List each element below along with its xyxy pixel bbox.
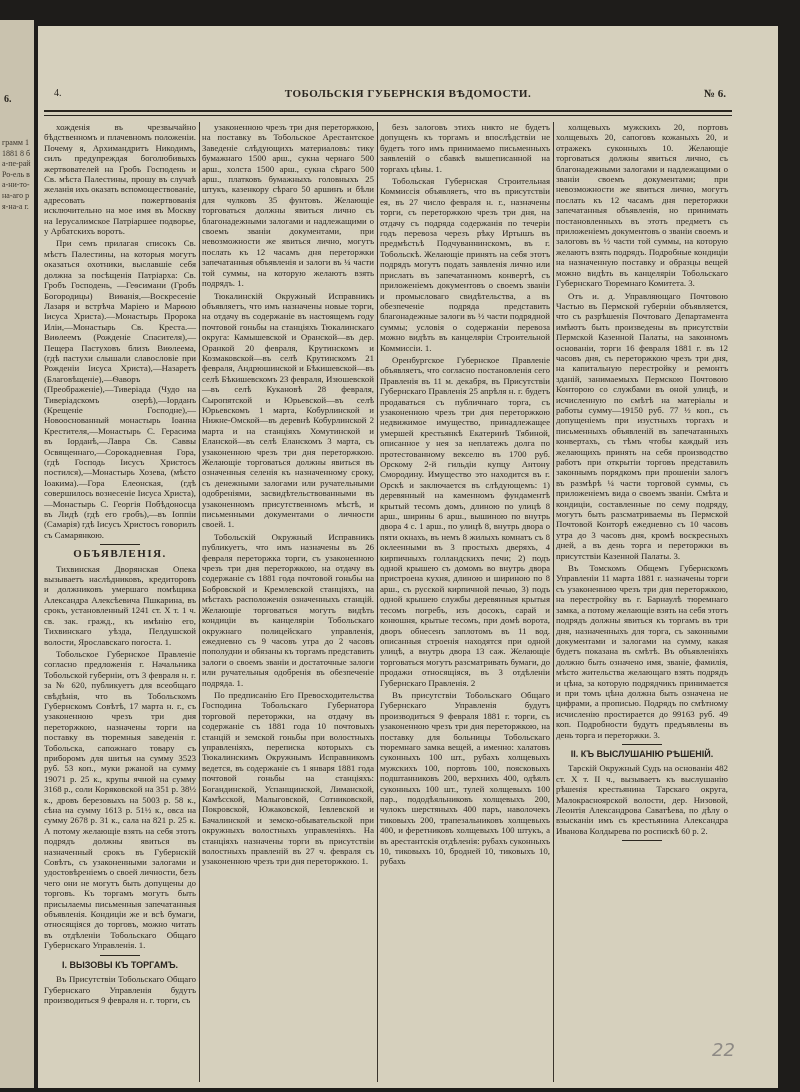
section-heading-decisions: II. КЪ ВЫСЛУШАНІЮ РѢШЕНІЙ. (570, 748, 714, 759)
notice-text: Тюкалинскій Окружный Исправникъ объявляетъ, что имъ назначены новые торги, на отдачу въ содержаніе въ настоящемъ году почтовой гоньбы на станціяхъ Тюкалинскаго округа: Камышевской и Оранской—въ дер. Оранкой 20 февраля, Крутинскомъ и Козмаковской—въ селѣ Крутинскомъ 21 февраля, Андрюшинской и Бѣкишевской—въ селѣ Бѣкишевскомъ 23 февраля, Изюшевской—въ селѣ Кукановѣ 28 февраля, Сыропятской и Юрьевской—въ селѣ Юрьевскомъ 1 марта, Кобурлинской и Нижне-Омской—въ деревнѣ Кобурлинской 2 марта и на станціяхъ Хомутинской и Еланской—въ селѣ Еланскомъ 3 марта, съ узаконенною чрезъ три дня переторжкою. Желающіе торговаться должны явиться въ означенныя селенія къ назначенному сроку, съ денежными залогами или ручательными одобреніями, засвидѣтельствованными въ узаконенномъ присутственномъ мѣстѣ, и письменными документами о личности своей. 1. (202, 290, 374, 530)
notice-text: Отъ и. д. Управляющаго Почтовою Частью въ Пермской губерніи объявляется, что съ разрѣшенія Почтоваго Департамента имѣютъ быть произведены въ присутствіи Пермской Казенной Палаты, на законномъ основаніи, торги 16 февраля 1881 г. въ 12 часовъ дня, съ переторжкою чрезъ три дня, на капитальную перестройку и ремонтъ зданій, занимаемыхъ Пермскою Почтовою Конторою со службами въ оной улицѣ, и исчисленную по смѣтѣ на матеріалы и работы сумму—19150 руб. 77 ½ коп., съ допущеніемъ при изустныхъ торгахъ и письменныхъ объявленій въ запечатанныхъ конвертахъ, съ тѣмъ чтобы каждый изъ желающихъ принять на себя производство работъ при открытіи торговъ представилъ законнымъ порядкомъ при прошеніи залогъ въ размѣрѣ ¼ части торговой суммы, съ приложеніемъ вида о своемъ званіи. Смѣта и кондиціи, составленные по сему подряду, могутъ быть разсматриваемы въ Пермской Почтовой Конторѣ ежедневно съ 10 часовъ утра до 3 часовъ дня, кромѣ воскресныхъ дней, а въ день торга и переторжки въ присутствіи Казенной Палаты. 3. (556, 290, 728, 561)
header-rule (44, 110, 732, 116)
column-divider (377, 122, 378, 1082)
notice-text: безъ залоговъ этихъ никто не будетъ допущенъ къ торгамъ и впослѣдствіи не будетъ того имъ принимаемо письменныхъ заявленій о сбавкѣ вышеписанной на торгахъ цѣны. 1. (380, 122, 550, 174)
notice-text: узаконенною чрезъ три дня переторжкою, на поставку въ Тобольское Арестантское Заведеніе слѣдующихъ материаловъ: тику бумажнаго 1500 арш., сукна чернаго 500 арш., холста 1500 арш., сукна сѣраго 500 арш., платковъ бумажныхъ головныхъ 25 штукъ, казенкору сѣраго 50 аршинъ и бѣли для чулковъ 35 фунтовъ. Желающіе торговаться должны явиться лично съ благонадежными залогами и надлежащими о своемъ званіи документами, при невозможности же явиться лично, могутъ послать къ 12 часамъ дня переторжки запечатанныя объявленія и залоги въ ¼ части той суммы, на которую желаютъ взять подрядъ. 1. (202, 122, 374, 289)
newspaper-title: ТОБОЛЬСКІЯ ГУБЕРНСКІЯ ВѢДОМОСТИ. (284, 88, 532, 100)
column-1 (44, 122, 196, 1007)
notice-text: Въ Присутствіи Тобольскаго Общаго Губернскаго Управленія будутъ производиться 9 февраля н. г. торги, съ (44, 974, 196, 1005)
notice-text: При семъ прилагая списокъ Св. мѣстъ Палестины, на которыя могутъ оказаться охотники, выславшіе себя должна за посѣщенія Патріарха: Св. Гробъ Господень, —Геѳсимани (Гробъ Богородицы) Виѳанія,—Воскресеніе Лазаря и встрѣча Маріею и Марѳою Іисуса Христа).—Монастырь Пророка Иліи,—Монастырь Св. Креста.—Виѳлеемъ (Рожденіе Спасителя),—Пещера Пастуховъ близъ Виѳлеема, (гдѣ пастухи слышали славословіе при Рожденіи Іисуса Христа),—Назаретъ (Благовѣщеніе),—Ѳаворъ (Преображеніе),—Тиверіада (Чудо на Тиверіадскомъ озерѣ),—Іорданъ (Крещеніе Господне),—Новооснованный монастырь Іоанна Крестителя,—Монастырь С. Герасима въ Іорданѣ,—Лавра Св. Саввы Освященнаго,—Сорокадневная Гора, (гдѣ Господь Іисусъ Христосъ постился),—Монастырь Хозева, (мѣсто Іоакима).—Гора Елеонская, (гдѣ совершилось вознесеніе Іисуса Христа),—Монастырь С. Георгія Побѣдоносца въ Лидѣ (гдѣ его гробъ),—въ Іоппіи (Самарія) гдѣ Іисусъ Христосъ говорилъ съ Самарянкою. (44, 238, 196, 540)
notice-text: Тарскій Окружный Судъ на основаніи 482 ст. X т. II ч., вызываетъ къ выслушанію рѣшенія крестьянина Тарскаго округа, Малокрасноярской волости, дер. Низовой, Леонтія Александрова Саватѣева, по дѣлу о взысканіи имъ съ крестьянина Александра Иванова Колдырева по роспискѣ 60 р. 2. (556, 763, 728, 836)
column-divider (553, 122, 554, 1082)
notice-text: Въ Томскомъ Общемъ Губернскомъ Управленіи 11 марта 1881 г. назначены торги съ узаконенною чрезъ три дня переторжкою, на перестройку въ г. Барнаулѣ тюремнаго замка, а потому желающіе взять на себя этотъ подрядъ должны явиться къ торгамъ въ три дня, назначенныхъ для торга, съ законными документами и залогами на сумму, какая будетъ показана въ смѣтѣ. Въ объявленіяхъ должно быть означено имя, званіе, фамилія, мѣсто жительства желающаго взять подрядъ и цѣна, за которую подрядчикъ принимается и при томъ цѣна должна быть означена не цифрами, а прописью. Подрядъ по смѣтному исчисленію простирается до 99163 руб. 49 коп. Подробности будутъ предъявлены въ день торга и переторжки. 3. (556, 563, 728, 740)
issue-number: № 6. (703, 88, 726, 100)
divider (100, 544, 140, 545)
column-2 (202, 122, 374, 869)
page-header (38, 88, 778, 104)
newspaper-page (38, 26, 778, 1088)
page-number: 4. (54, 88, 62, 99)
column-4 (556, 122, 728, 845)
adjacent-page-number: 6. (4, 94, 12, 105)
notice-text: По предписанію Его Превосходительства Господина Тобольскаго Губернатора торговой переторжки, на отдачу въ содержаніе съ 1881 года 10 почтовыхъ станцій и земской гоньбы при волостныхъ управленіяхъ, переписка которыхъ съ Тюкалинскимъ Окружнымъ Исправникомъ ведется, въ содержаніе съ 1 января 1881 года почтовой гоньбы на станціяхъ: Богандинской, Успанщинской, Лиманской, Камѣсской, Малыговской, Сотниковской, Покровской, Южаковской, Іевлевской и Бачалинской и земско-обывательской при окружныхъ волостныхъ управленіяхъ. На станціяхъ назначены торги въ присутствіи волостныхъ правленій въ 27 ч. февраля съ узаконенною чрезъ три дня переторжкою. 1. (202, 689, 374, 867)
notice-text: хожденія въ чрезвычайно бѣдственномъ и плачевномъ положеніи. Почему я, Архимандритъ Никодимъ, силъ предупреждая боголюбивыхъ жертвователей на Гробъ Господень и Св. мѣста Палестины, прошу въ случаѣ желанія ихъ оказать вспомоществованіе, адресовать пожертвованія исключительно на мое имя въ Москву на Іерусалимское Патріаршее подворье, у Арбатскихъ воротъ. (44, 122, 196, 237)
section-heading-auctions: I. ВЫЗОВЫ КЪ ТОРГАМЪ. (61, 959, 179, 970)
divider (622, 744, 662, 745)
notice-text: Тобольская Губернская Строительная Коммиссія объявляетъ, что въ присутствіи ея, въ 27 число февраля н. г., назначены торги, съ переторжкою чрезъ три дня, на отдачу съ подряда содержанія по течеріи годъ перевоза черезъ рѣку Иртышъ въ предмѣстьѣ Подчуваннинскомъ, въ г. Тобольскѣ. Желающіе принять на себя этотъ подрядъ могутъ подать заявленія лично или прислать въ запечатанномъ конвертѣ, съ приложеніемъ документовъ о своемъ званіи и промысловаго свидѣтельства, а въ обезпеченіе подряда представить благонадежные залоги въ ½ части подрядной суммы; условія о содержаніи перевоза можно видѣть въ канцеляріи Строительной Коммиссіи. 1. (380, 176, 550, 353)
divider (100, 955, 140, 956)
notice-text: Тихвинская Дворянская Опека вызываетъ наслѣдниковъ, кредиторовъ и должниковъ умершаго помѣщика Александра Алексѣевича Пшкарина, въ срокъ, установленный 1241 ст. X т. 1 ч. св. зак. гражд., къ имѣнію его, Тихвинскаго уѣзда, Пелдушской волости, Ярославскаго погоста. 1. (44, 563, 196, 647)
pencil-annotation: 22 (712, 1040, 735, 1061)
column-3 (380, 122, 550, 869)
notice-text: Оренбургское Губернское Правленіе объявляетъ, что согласно постановленія сего Правленія въ 11 м. декабря, въ Присутствіи Губернскаго Правленія 25 апрѣля н. г. будетъ продаваться съ публичнаго торга, съ узаконенною чрезъ три дня переторжкою недвижимое имущество, принадлежащее умершей крестьянкѣ Екатеринѣ Тябиной, описанное у нея за неплатежъ долга по протестованному векселю въ 1700 руб. Орскому 2-й гильдіи купцу Антону Смородину. Имущество это находится въ г. Орскѣ и заключается въ слѣдующемъ: 1) деревянный на каменномъ фундаментѣ крытый тесомъ домъ, длиною по улицѣ 8 арш., ширины 6 арш., вышиною по внутрь двора 4 с. 1 арш., по улицѣ 8, внутрь двора о пяти окнахъ, въ немъ 8 жилыхъ комнатъ съ 8 оклеенными въ 3 простыхъ дверяхъ, 4 кирпичныхъ голландскихъ печи; 2) подъ одной крышею съ домомъ во внутрь двора пристроена кухня, длиною и шириною по 8 арш., съ русской кирпичной печью, 3) подъ одной крышею службы деревянныя крытыя тесомъ погребъ, изъ досокъ, сарай и конюшня, крытые тесомъ, при домѣ ворота, дворъ обнесенъ заплотомъ въ 11 вод. описанныя строенія находятся при одной улицѣ, а внутрь двора 13 саж. Желающіе торговаться могутъ разсматривать бумаги, до продажи относящіяся, въ 3 отдѣленіи Губернскаго Правленія. 2 (380, 354, 550, 688)
notice-text: холщевыхъ мужскихъ 20, портовъ холщевыхъ 20, сапоговъ кожаныхъ 20, и отражекъ суконныхъ 10. Желающіе торговаться должны явиться лично, съ благонадежными залогами и надлежащими о званіи своемъ документами; при невозможности же явиться лично, могутъ послать къ 12 часамъ дня переторжки запечатанныя объявленія, но принимать постановленныхъ въ этотъ предметъ съ приложеніемъ документовъ о званіи своемъ и залоговъ въ ½ части той суммы, на которую желаютъ взять подрядъ. Подробные кондиціи на назначенную поставку и образцы вещей можно видѣть въ канцеляріи Тобольскаго Губернскаго Тюремнаго Комитета. 3. (556, 122, 728, 289)
section-heading-announcements: ОБЪЯВЛЕНІЯ. (73, 548, 167, 561)
notice-text: Тобольское Губернское Правленіе согласно предложенія г. Начальника Тобольской губерніи, отъ 3 февраля н. г. за № 620, публикуетъ для всеобщаго свѣдѣнія, что въ Тобольскомъ Губернскомъ Совѣтѣ, 17 марта н. г., съ узаконенною чрезъ три дня переторжкою, назначены торги на поставку въ тюремныя заведенія г. Тобольска, сапожнаго товару съ приборомъ для шитья на сумму 3523 руб. 53 коп., муки ржаной на сумму 19071 р. 25 к., крупы ячной на сумму 3168 р., соли Коряковской на 351 р. 38½ к., дровъ березовыхъ на 5003 р. 58 к., сѣна на сумму 1613 р. 51½ к., овса на сумму 2678 р. 31 к., сала на 821 р. 25 к. А потому желающіе взять на себя этотъ подрядъ должны явиться въ назначенный срокъ въ Губернскій Совѣтъ, съ узаконенными залогами и удостовѣреніемъ о своей личности, безъ чего они не могутъ быть допущены до торговъ. Къ торгамъ могутъ быть присылаемы письменныя запечатанныя объявленія. Кондиціи же и всѣ бумаги, относящіяся до торговъ, можно читать въ отдѣленіи Тобольскаго Общаго Губернскаго Управленія. 1. (44, 648, 196, 951)
column-divider (199, 122, 200, 1082)
notice-text: Тобольскій Окружный Исправникъ публикуетъ, что имъ назначены въ 26 февраля переторжка торги, съ узаконенною чрезъ три дня переторжкою, на отдачу въ содержаніе съ 1881 года почтовой гоньбы на Бобровской и Кремлевской станціяхъ, на мѣстахъ расположенія означенныхъ станцій. Желающіе торговаться могутъ видѣть кондиціи въ канцеляріи Тобольскаго окружнаго полицейскаго управленія, ежедневно съ 9 часовъ утра до 2 часовъ пополудни и обязаны къ торгамъ представить залоги о своемъ званіи и достаточные залоги или ручательныя одобренія въ обезпеченіе подряда. 1. (202, 531, 374, 688)
adjacent-page-edge (0, 20, 34, 1088)
divider (622, 840, 662, 841)
notice-text: Въ присутствіи Тобольскаго Общаго Губернскаго Управленія будутъ производиться 9 февраля 1881 г. торги, съ узаконенною чрезъ три дня переторжкою, на поставку для больницы Тобольскаго тюремнаго замка вещей, а именно: халатовъ суконныхъ 100 шт., рубахъ холщевыхъ мужскихъ 100, портовъ 100, поясковыхъ подштанниковъ 200, верхнихъ 400, одѣялъ суконныхъ 100 шт., тулей холщевыхъ 100 пар., пододѣяльниковъ холщевыхъ 200, чулокъ шерстяныхъ 400 паръ, наволочекъ тиковыхъ 200, трапезальниковъ холщевыхъ 400, и феретниковъ холщевыхъ 100 штукъ, а въ арестантскія отдѣленія: рубахъ суконныхъ 10, тиковыхъ 10, бродней 10, тиковыхъ 10, рубахъ (380, 689, 550, 867)
adjacent-page-text: грамм 1 1881 8 ба-пе-рай Ро-ель ва-ни-то-на-аго ря-на-а г. (2, 138, 31, 211)
